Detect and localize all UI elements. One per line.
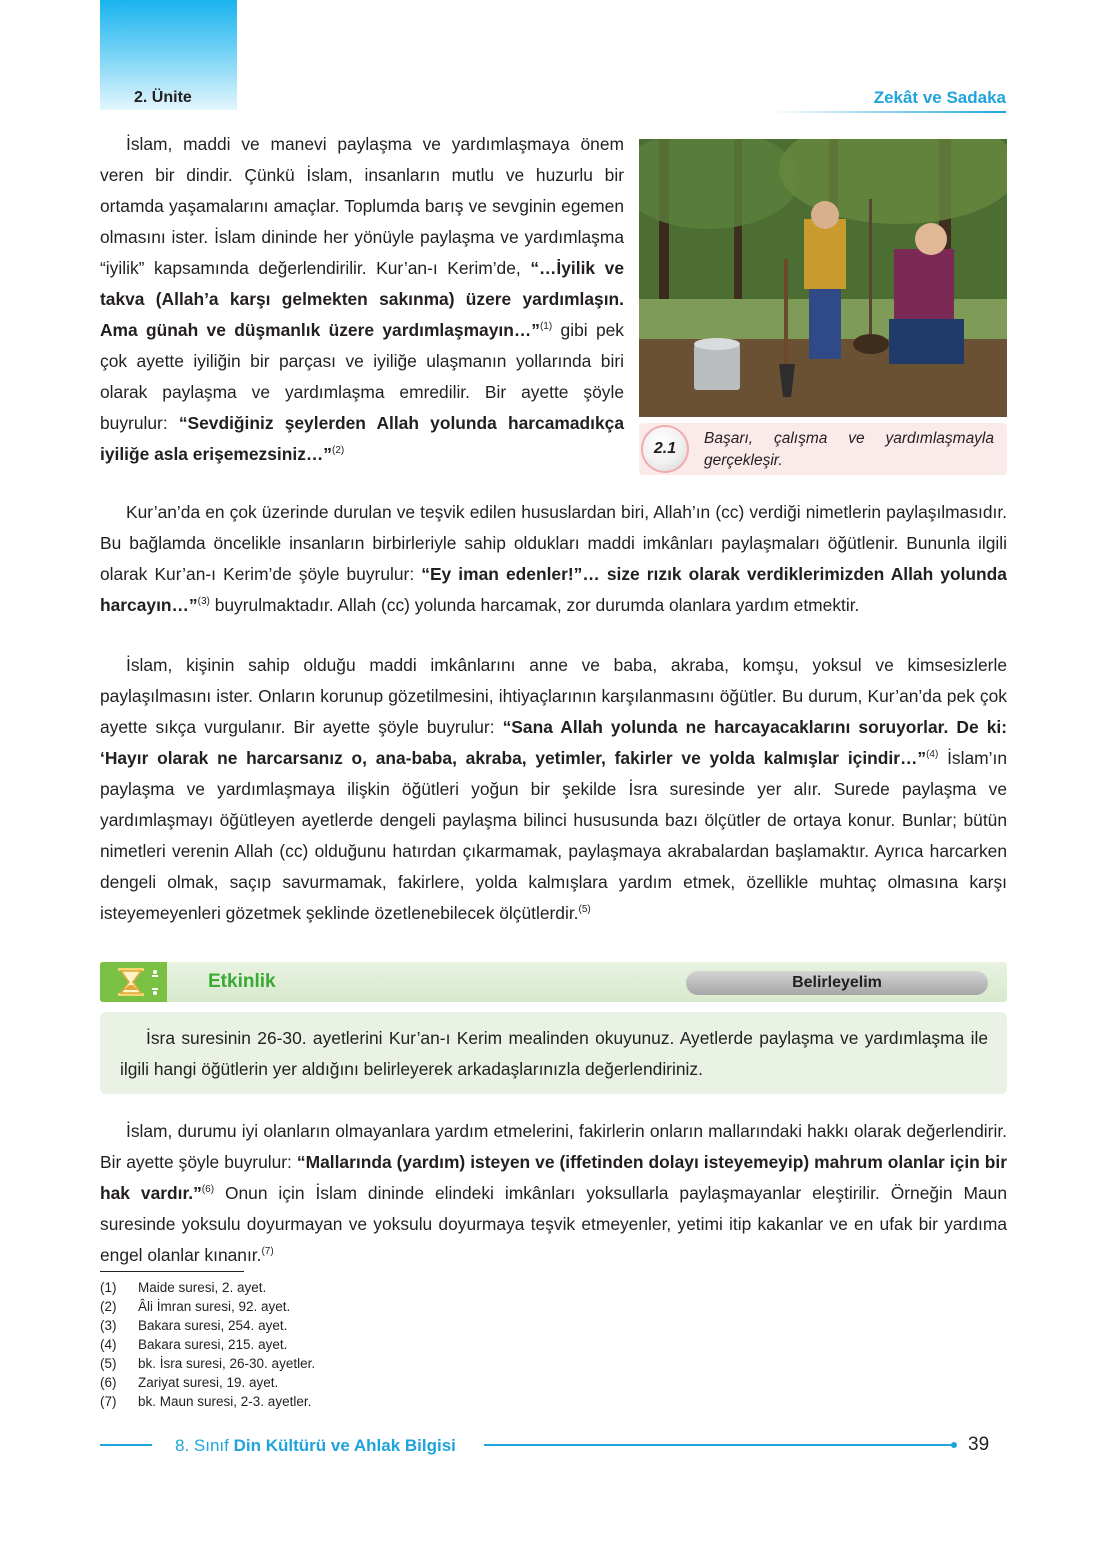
footnote [100, 1278, 315, 1297]
quoted-verse: “Sana Allah yolunda ne harcayacaklarını soruyorlar. De ki: ‘Hayır olarak ne harcarsanız o, ana-baba, akraba, yetimler, fakirler ve yolda kalmışlar içindir…” [100, 717, 1007, 768]
text-run: buyrulmaktadır. Allah (cc) yolunda harcamak, zor durumda olanlara yardım etmektir. [209, 595, 860, 615]
footnote-text: Âli İmran suresi, 92. ayet. [138, 1299, 291, 1314]
page-number: 39 [968, 1434, 990, 1455]
footnote [100, 1335, 315, 1354]
footer-grade: 8. Sınıf [175, 1436, 229, 1455]
footnote-text: Maide suresi, 2. ayet. [138, 1280, 267, 1295]
quoted-verse: “Sevdiğiniz şeylerden Allah yolunda harcamadıkça iyiliğe asla erişemezsiniz…” [100, 413, 624, 464]
footnote-ref: (4) [926, 749, 939, 760]
text-run: İslam, durumu iyi olanların olmayanlara yardım etmelerini, fakirlerin onların mallarındaki hakkı olarak değerlendirir. Bir ayette şöyle buyrulur: [100, 1121, 1007, 1172]
footnote-ref: (2) [332, 445, 345, 456]
footnote-ref: (5) [578, 904, 591, 915]
footnote-text: bk. İsra suresi, 26-30. ayetler. [138, 1356, 316, 1371]
text-run: Onun için İslam dininde elindeki imkânları yoksullarla paylaşmayanlar eleştirilir. Örneğin Maun suresinde yoksulu doyurmayan ve yoksulu doyurmaya teşvik etmeyenler, yetimi itip kakanlar ve en ufak bir yardıma engel olanlar kınanır. [100, 1183, 1007, 1265]
unit-label: 2. Ünite [134, 89, 192, 106]
figure-number: 2.1 [653, 440, 677, 457]
photo-illustration [639, 139, 1007, 417]
figure-caption: Başarı, çalışma ve yardımlaşmayla gerçekleşir. [704, 430, 994, 469]
footnote-number: (6) [100, 1375, 117, 1390]
footnote-ref: (3) [197, 596, 210, 607]
footnotes [100, 1278, 315, 1411]
activity-icon-box [100, 962, 167, 1002]
footer-line-left [100, 1444, 152, 1446]
footnote-number: (3) [100, 1318, 117, 1333]
quoted-verse: “…İyilik ve takva (Allah’a karşı gelmekten sakınma) üzere yardımlaşın. Ama günah ve düşmanlık üzere yardımlaşmayın…” [100, 258, 624, 340]
text-run: gibi pek çok ayette iyiliğin bir parçası ve iyiliğe ulaşmanın yollarında biri olarak paylaşma ve yardımlaşma emredilir. Bir ayette şöyle buyrulur: [100, 320, 624, 433]
quoted-verse: “Ey iman edenler!”… size rızık olarak verdiklerimizden Allah yolunda harcayın…” [100, 564, 1007, 615]
intro-paragraph [100, 129, 624, 470]
footnote [100, 1392, 315, 1411]
paragraph-3 [100, 650, 1007, 929]
footer-book-title [175, 1436, 456, 1456]
footnote [100, 1354, 315, 1373]
photo-tree-planting [639, 139, 1007, 417]
text-run: İslam, maddi ve manevi paylaşma ve yardımlaşmaya önem veren bir dindir. Çünkü İslam, insanların mutlu ve huzurlu bir ortamda yaşamalarını amaçlar. Toplumda barış ve sevginin egemen olmasını ister. İslam dininde her yönüyle paylaşma ve yardımlaşma “iyilik” kapsamında değerlendirilir. Kur’an-ı Kerim’de, [100, 134, 624, 278]
footer-book-name: Din Kültürü ve Ahlak Bilgisi [233, 1436, 456, 1455]
text-run: İslam’ın paylaşma ve yardımlaşmaya ilişkin öğütleri yoğun bir şekilde İsra suresinde yer alır. Surede paylaşma ve yardımlaşmayı öğütleyen ayetlerde dengeli paylaşma bilinci hususunda bazı ölçütler de ortaya konur. Bunlar; bütün nimetleri verenin Allah (cc) olduğunu hatırdan çıkarmamak, paylaşmaya akrabalardan başlamaktır. Ayrıca harcarken dengeli olmak, saçıp savurmamak, fakirlere, yolda kalmışlara yardım etmek, özellikle muhtaç olmasına karşı isteyemeyenleri gözetmek şeklinde özetlenebilecek ölçütlerdir. [100, 748, 1007, 923]
hourglass-icon [100, 962, 167, 1002]
topic-underline [770, 111, 1006, 113]
text-run: Kur’an’da en çok üzerinde durulan ve teşvik edilen hususlardan biri, Allah’ın (cc) verdiği nimetlerin paylaşılmasıdır. Bu bağlamda öncelikle insanların birbirleriyle sahip oldukları maddi imkânları paylaşmaları öğütlenir. Bununla ilgili olarak Kur’an-ı Kerim’de şöyle buyrulur: [100, 502, 1007, 584]
quoted-verse: “Mallarında (yardım) isteyen ve (iffetinden dolayı isteyemeyip) mahrum olanlar için bir hak vardır.” [100, 1152, 1007, 1203]
footnote-number: (4) [100, 1337, 117, 1352]
topic-title: Zekât ve Sadaka [873, 88, 1006, 107]
paragraph-4 [100, 1116, 1007, 1271]
footnote-text: Bakara suresi, 215. ayet. [138, 1337, 288, 1352]
footnote-rule [100, 1271, 244, 1272]
footnote-ref: (1) [539, 321, 553, 332]
footnote [100, 1297, 315, 1316]
footer-line-right [484, 1444, 952, 1446]
activity-text: İsra suresinin 26-30. ayetlerini Kur’an-ı Kerim mealinden okuyunuz. Ayetlerde paylaşma ve yardımlaşma ile ilgili hangi öğütlerin yer aldığını belirleyerek arkadaşlarınızla değerlendiriniz. [120, 1028, 988, 1079]
footnote-number: (2) [100, 1299, 117, 1314]
paragraph-2 [100, 497, 1007, 621]
footnote-number: (1) [100, 1280, 117, 1295]
footnote-text: Bakara suresi, 254. ayet. [138, 1318, 288, 1333]
activity-title: Etkinlik [208, 971, 276, 992]
text-run: İslam, kişinin sahip olduğu maddi imkânlarını anne ve baba, akraba, komşu, yoksul ve kimsesizlerle paylaşılmasını ister. Onların korunup gözetilmesini, ihtiyaçlarının karşılanmasını öğütler. Bu durum, Kur’an’da pek çok ayette sıkça vurgulanır. Bir ayette şöyle buyrulur: [100, 655, 1007, 737]
activity-type-label: Belirleyelim [792, 974, 882, 991]
footnote-text: Zariyat suresi, 19. ayet. [138, 1375, 279, 1390]
footnote-ref: (6) [201, 1184, 215, 1195]
footnote-number: (5) [100, 1356, 117, 1371]
footnote [100, 1373, 315, 1392]
footnote-text: bk. Maun suresi, 2-3. ayetler. [138, 1394, 312, 1409]
footer-dot [951, 1442, 957, 1448]
footnote-number: (7) [100, 1394, 117, 1409]
footnote-ref: (7) [261, 1246, 274, 1257]
footnote [100, 1316, 315, 1335]
